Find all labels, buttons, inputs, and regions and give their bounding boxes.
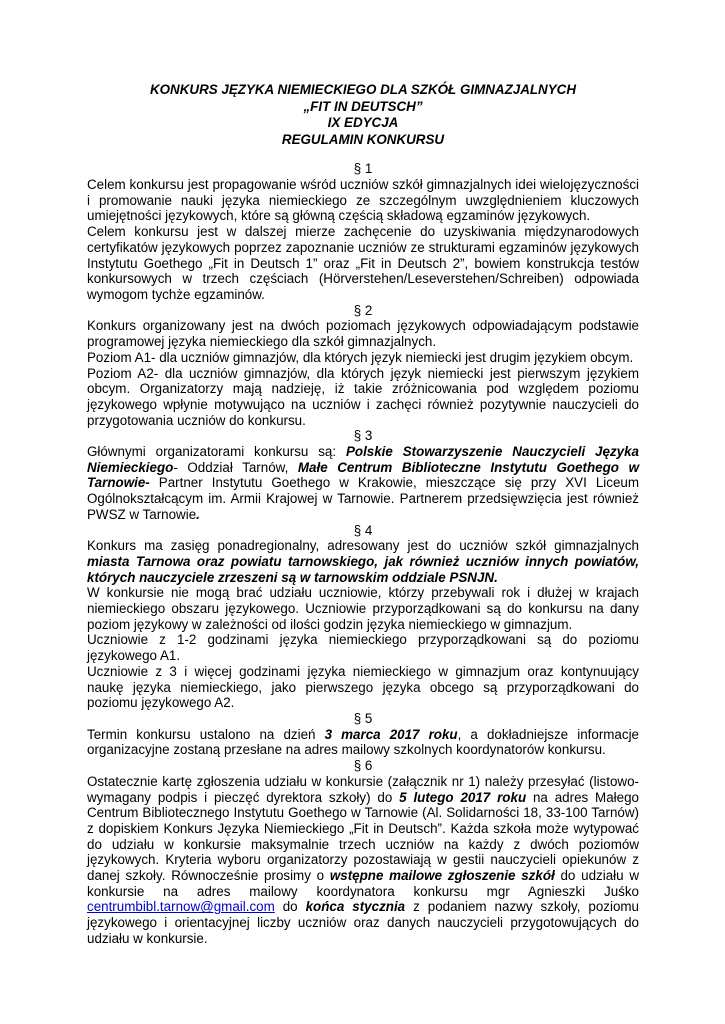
section-1-paragraph-2: Celem konkursu jest w dalszej mierze zachęcenie do uzyskiwania międzynarodowych certyfikatów językowych poprzez zapoznanie uczniów ze strukturami egzaminów językowych Instytutu Goethego „Fit in Deutsch 1” oraz „Fit in Deutsch 2”, bowiem konstrukcja testów konkursowych w trzech częściach (Hörverstehen/Leseverstehen/Schreiben) odpowiada wymogom tychże egzaminów. [87, 224, 639, 302]
section-4-paragraph-3: Uczniowie z 1-2 godzinami języka niemieckiego przyporządkowani są do poziomu językowego A1. [87, 632, 639, 664]
text: Ostatecznie kartę zgłoszenia udziału w konkursie (załącznik nr 1) należy przesyłać (listowo-wymagany podpis i pieczęć dyrektora szkoły) do [87, 773, 639, 805]
section-1-mark: § 1 [353, 161, 373, 177]
text: do [274, 899, 306, 915]
end-of-january: końca stycznia [305, 899, 406, 915]
text: . [196, 506, 200, 522]
organizer-centrum: Małe Centrum Biblioteczne Instytutu Goethego w Tarnowie- [87, 459, 639, 491]
email-link[interactable]: centrumbibl.tarnow@gmail.com [87, 899, 275, 915]
text: na adres Małego Centrum Bibliotecznego Instytutu Goethego w Tarnowie (Al. Solidarności 18, 33-100 Tarnów) z dopiskiem Konkurs Języka Niemieckiego „Fit in Deutsch”. Każda szkoła może wytypować do udziału w konkursie maksymalnie trzech uczniów na każdy z dwóch poziomów językowych. Kryteria wyboru organizatorzy pozostawiają w gestii nauczycieli opiekunów z danej szkoły. Równocześnie prosimy o [87, 789, 639, 884]
text: z podaniem nazwy szkoły, poziomu językowego i orientacyjnej liczby uczniów oraz danych nauczycieli przygotowujących do udziału w konkursie. [87, 899, 640, 946]
target-audience: miasta Tarnowa oraz powiatu tarnowskiego, jak również uczniów innych powiatów, których nauczyciele zrzeszeni są w tarnowskim oddziale PSNJN. [87, 553, 639, 585]
text: Termin konkursu ustalono na dzień [87, 726, 325, 742]
section-2-mark: § 2 [353, 302, 373, 318]
document-page [87, 82, 639, 947]
section-2-paragraph-3: Poziom A2- dla uczniów gimnazjów, dla których język niemiecki jest pierwszym językiem obcym. Organizatorzy mają nadzieję, iż takie zróżnicowania pod względem poziomu językowego wpłynie motywująco na uczniów i zachęci również pozytywnie nauczycieli do przygotowania uczniów do konkursu. [87, 365, 639, 428]
header-subtitle: „FIT IN DEUTSCH” [303, 98, 423, 114]
contest-date: 3 marca 2017 roku [324, 726, 458, 742]
text: , a dokładniejsze informacje organizacyjne zostaną przesłane na adres mailowy szkolnych koordynatorów konkursu. [87, 726, 639, 758]
deadline-date: 5 lutego 2017 roku [399, 789, 527, 805]
text: do udziału w konkursie na adres mailowy koordynatora konkursu mgr Agnieszki Juśko [87, 868, 639, 899]
section-6-paragraph [87, 774, 639, 947]
section-3-paragraph [87, 444, 639, 523]
text: Partner Instytutu Goethego w Krakowie, mieszczące się przy XVI Liceum Ogólnokształcącym im. Armii Krajowej w Tarnowie. Partnerem przedsięwzięcia jest również PWSZ w Tarnowie [87, 475, 639, 522]
text: - Oddział Tarnów, [173, 459, 298, 475]
section-2-paragraph-2: Poziom A1- dla uczniów gimnazjów, dla których język niemiecki jest drugim językiem obcym. [87, 349, 634, 365]
header-title: KONKURS JĘZYKA NIEMIECKIEGO DLA SZKÓŁ GIMNAZJALNYCH [149, 82, 577, 97]
section-6-mark: § 6 [353, 758, 373, 774]
section-3-mark: § 3 [353, 428, 373, 444]
section-5-mark: § 5 [353, 710, 373, 726]
section-5-paragraph [87, 727, 639, 758]
preliminary-registration: wstępne mailowe zgłoszenie szkół [329, 868, 555, 884]
section-1-paragraph-1: Celem konkursu jest propagowanie wśród uczniów szkół gimnazjalnych idei wielojęzyczności i promowanie nauki języka niemieckiego ze szczególnym uwzględnieniem kluczowych umiejętności językowych, które są główną częścią składową egzaminów językowych. [87, 177, 639, 224]
document-header [87, 82, 639, 148]
section-2-paragraph-1: Konkurs organizowany jest na dwóch poziomach językowych odpowiadającym podstawie programowej języka niemieckiego dla szkół gimnazjalnych. [87, 318, 639, 350]
section-4-paragraph-2: W konkursie nie mogą brać udziału uczniowie, którzy przebywali rok i dłużej w krajach niemieckiego obszaru językowego. Uczniowie przyporządkowani są do konkursu na dany poziom językowy w zależności od ilości godzin języka niemieckiego w gimnazjum. [87, 585, 639, 632]
header-edition: IX EDYCJA [327, 115, 399, 131]
section-4-paragraph-1 [87, 538, 639, 585]
text: Konkurs ma zasięg ponadregionalny, adresowany jest do uczniów szkół gimnazjalnych [87, 538, 639, 554]
header-regulations: REGULAMIN KONKURSU [281, 131, 445, 147]
organizer-psnjn: Polskie Stowarzyszenie Nauczycieli Języka Niemieckiego [87, 444, 639, 475]
section-4-mark: § 4 [353, 522, 373, 538]
section-4-paragraph-4: Uczniowie z 3 i więcej godzinami języka niemieckiego w gimnazjum oraz kontynuujący naukę języka niemieckiego, jako pierwszego języka obcego są przyporządkowani do poziomu językowego A2. [87, 663, 639, 711]
text: Głównymi organizatorami konkursu są: [87, 444, 346, 460]
